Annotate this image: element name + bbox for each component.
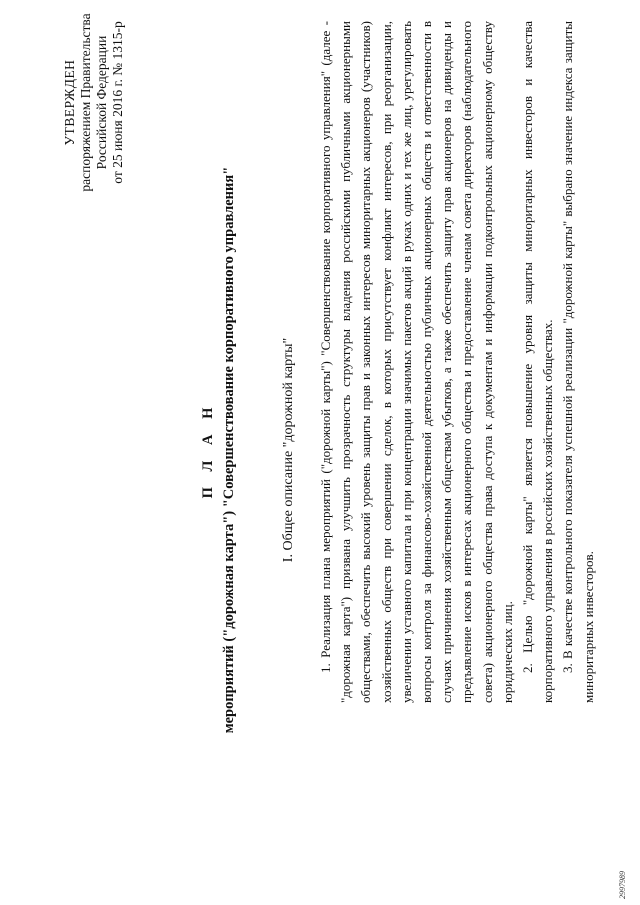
approval-line-decree: распоряжением Правительства [78, 13, 93, 192]
document-subtitle: мероприятий ("дорожная карта") "Совершенствование корпоративного управления" [221, 166, 237, 734]
document-number: 2997989 [618, 871, 627, 899]
approval-title: УТВЕРЖДЕН [62, 59, 77, 146]
approval-line-government: Российской Федерации [94, 35, 109, 170]
document-body [316, 21, 599, 703]
section-heading: I. Общее описание "дорожной карты" [281, 337, 296, 563]
document-title: П Л А Н [200, 401, 216, 499]
approval-stamp [62, 5, 126, 200]
paragraph-1: 1. Реализация плана мероприятий ("дорожной карты") "Совершенствование корпоративного управления" (далее - "дорожная карта") призвана улучшить прозрачность структуры владения российскими публичными акционерными обществами, обеспечить высокий уровень защиты прав и законных интересов миноритарных акционеров (участников) хозяйственных обществ при совершении сделок, в которых присутствует конфликт интересов, при реорганизации, увеличении уставного капитала и при концентрации значимых пакетов акций в руках одних и тех же лиц, урегулировать вопросы контроля за финансово-хозяйственной деятельностью публичных акционерных обществ и ответственности в случаях причинения хозяйственным обществам убытков, а также обеспечить защиту прав акционеров на дивиденды и предъявление исков в интересах акционерного общества и предоставление членам совета директоров (наблюдательного совета) акционерного общества права доступа к документам и информации подконтрольных акционерному обществу юридических лиц. [318, 21, 515, 703]
approval-line-date: от 25 июня 2016 г. № 1315-р [110, 21, 125, 184]
paragraph-2: 2. Целью "дорожной карты" является повышение уровня защиты миноритарных инвесторов и качества корпоративного управления в российских хозяйственных обществах. [520, 21, 556, 703]
paragraph-3: 3. В качестве контрольного показателя успешной реализации "дорожной карты" выбрано значение индекса защиты миноритарных инвесторов. [560, 21, 596, 703]
